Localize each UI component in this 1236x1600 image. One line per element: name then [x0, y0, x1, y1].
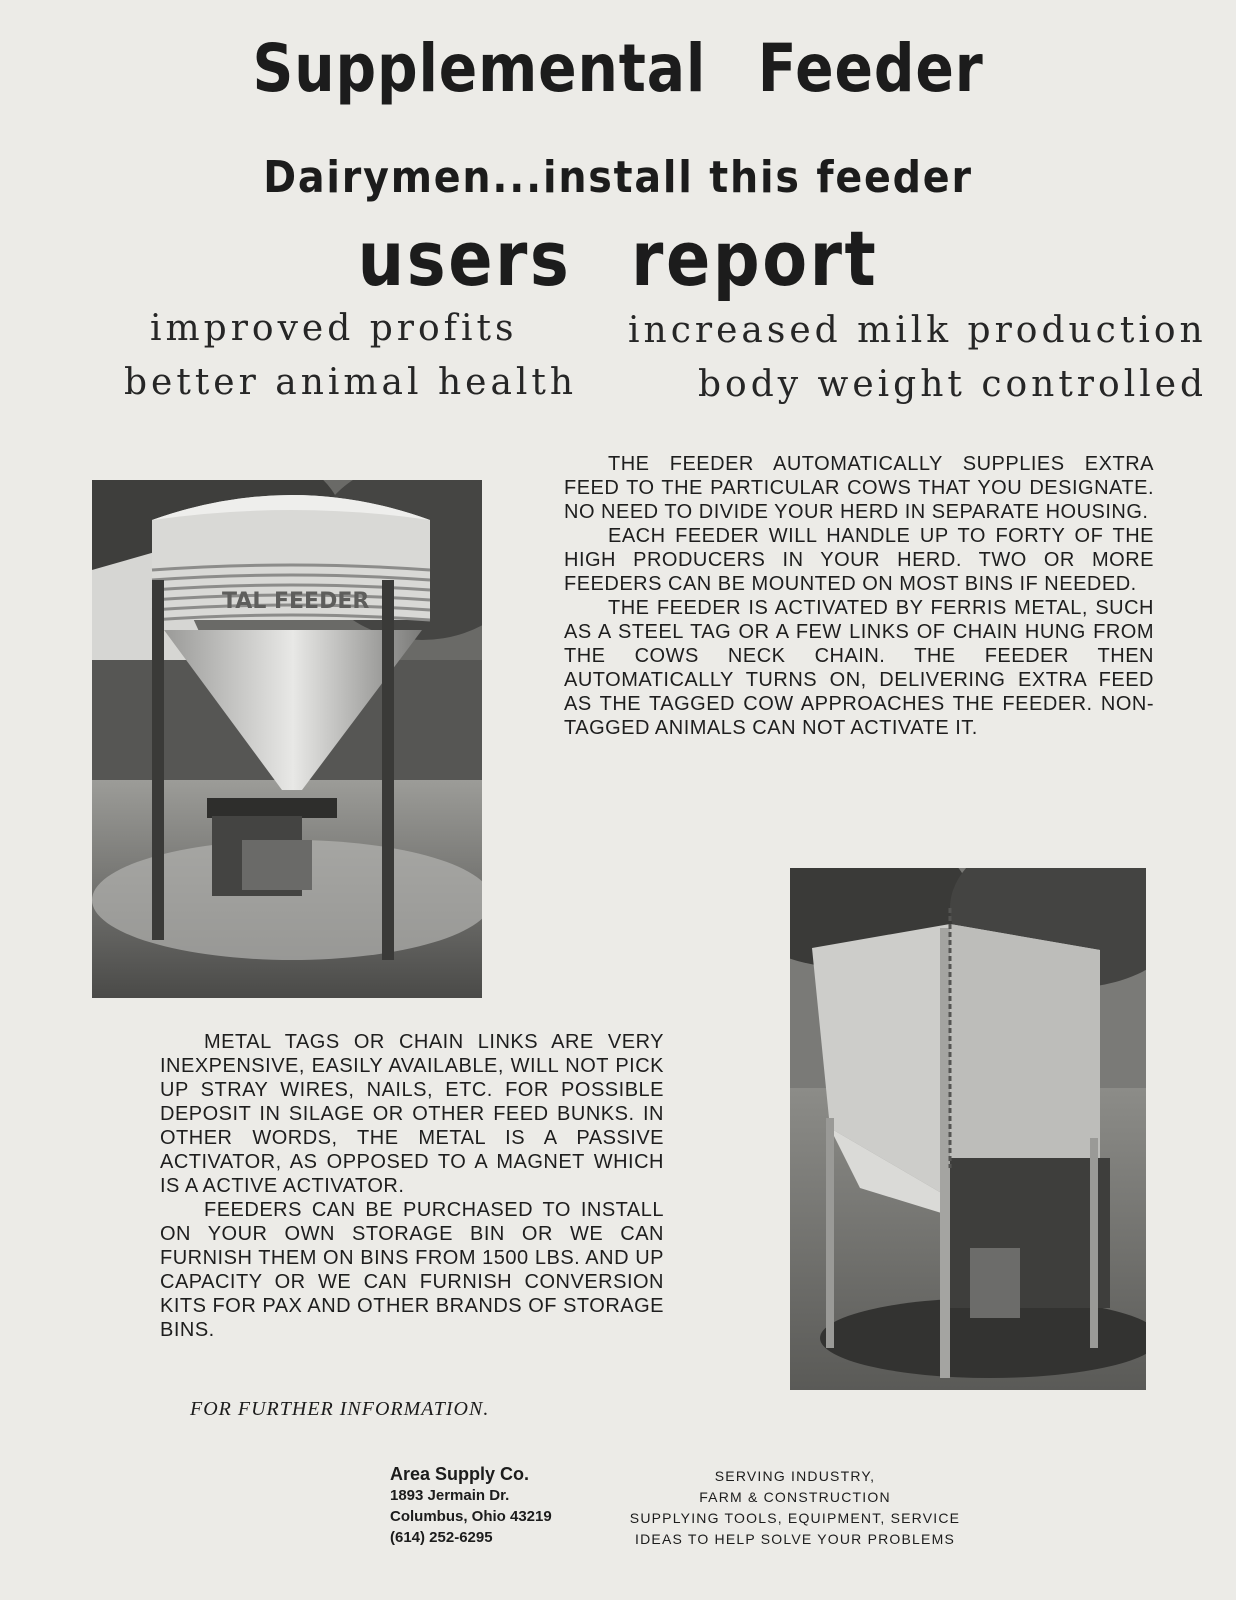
description-paragraph: THE FEEDER IS ACTIVATED BY FERRIS METAL, SUCH AS A STEEL TAG OR A FEW LINKS OF CHAIN HUNG FROM THE COWS NECK CHAIN. THE FEEDER THEN AUTOMATICALLY TURNS ON, DELIVERING EXTRA FEED AS THE TAGGED COW APPROACHES THE FEEDER. NON-TAGGED ANIMALS CAN NOT ACTIVATE IT.: [564, 597, 1154, 739]
page-subtitle: Dairymen...install this feeder: [263, 152, 973, 203]
contact-address: [390, 1464, 552, 1548]
box-feeder-illustration: [790, 868, 1146, 1390]
serving-tagline: [618, 1466, 972, 1550]
tagline-line: SUPPLYING TOOLS, EQUIPMENT, SERVICE: [629, 1510, 961, 1526]
benefit-improved-profits: improved profits: [150, 308, 518, 349]
description-paragraph: EACH FEEDER WILL HANDLE UP TO FORTY OF THE HIGH PRODUCERS IN YOUR HERD. TWO OR MORE FEEDERS CAN BE MOUNTED ON MOST BINS IF NEEDED.: [564, 525, 1154, 595]
company-name: Area Supply Co.: [390, 1464, 530, 1484]
further-info-label: FOR FURTHER INFORMATION.: [190, 1398, 490, 1420]
page-title: Supplemental Feeder: [252, 30, 984, 107]
feeder-description: [564, 452, 1154, 740]
tagline-line: IDEAS TO HELP SOLVE YOUR PROBLEMS: [635, 1531, 955, 1547]
feeder-details: [160, 1030, 664, 1342]
benefit-animal-health: better animal health: [124, 362, 578, 403]
tagline-line: FARM & CONSTRUCTION: [699, 1489, 891, 1505]
details-paragraph: FEEDERS CAN BE PURCHASED TO INSTALL ON YOUR OWN STORAGE BIN OR WE CAN FURNISH THEM ON BINS FROM 1500 LBS. AND UP CAPACITY OR WE CAN FURNISH CONVERSION KITS FOR PAX AND OTHER BRANDS OF STORAGE BINS.: [160, 1199, 664, 1341]
tagline-line: SERVING INDUSTRY,: [714, 1468, 876, 1484]
phone-number: (614) 252-6295: [390, 1529, 493, 1546]
bin-lettering: TAL FEEDER: [222, 589, 370, 614]
report-heading: users report: [357, 214, 879, 303]
photo-bin-feeder: [92, 480, 482, 998]
bin-feeder-illustration: [92, 480, 482, 998]
benefit-milk-production: increased milk production: [628, 310, 1207, 351]
description-paragraph: THE FEEDER AUTOMATICALLY SUPPLIES EXTRA FEED TO THE PARTICULAR COWS THAT YOU DESIGNATE. NO NEED TO DIVIDE YOUR HERD IN SEPARATE HOUSING.: [564, 453, 1154, 523]
benefit-body-weight: body weight controlled: [698, 364, 1208, 405]
photo-box-feeder: [790, 868, 1146, 1390]
details-paragraph: METAL TAGS OR CHAIN LINKS ARE VERY INEXPENSIVE, EASILY AVAILABLE, WILL NOT PICK UP STRAY WIRES, NAILS, ETC. FOR POSSIBLE DEPOSIT IN SILAGE OR OTHER FEED BUNKS. IN OTHER WORDS, THE METAL IS A PASSIVE ACTIVATOR, AS OPPOSED TO A MAGNET WHICH IS A ACTIVE ACTIVATOR.: [160, 1031, 664, 1197]
street-address: 1893 Jermain Dr.: [390, 1487, 510, 1504]
city-address: Columbus, Ohio 43219: [390, 1508, 552, 1525]
